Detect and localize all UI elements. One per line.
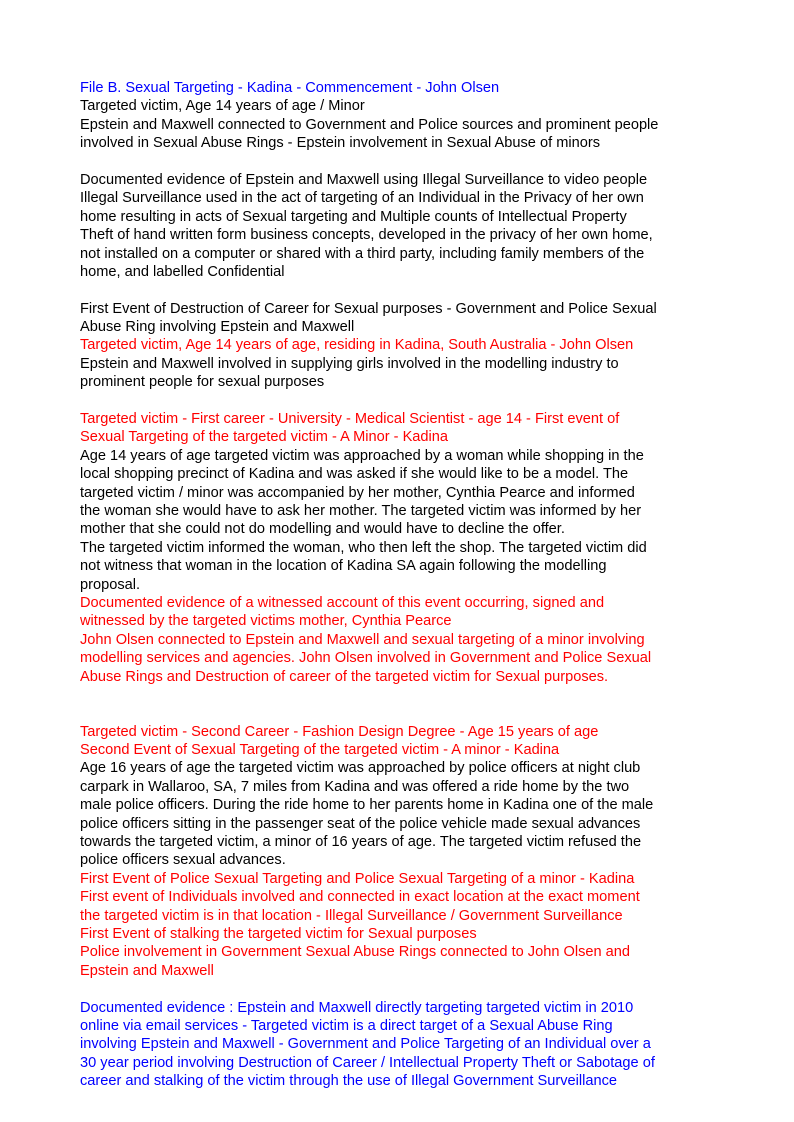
text-line: witnessed by the targeted victims mother, Cynthia Pearce [80, 613, 452, 630]
text-line: Targeted victim - First career - University - Medical Scientist - age 14 - First event of [80, 411, 620, 428]
text-line: First Event of stalking the targeted victim for Sexual purposes [80, 925, 477, 942]
paragraph-blue [80, 999, 720, 1091]
text-line: Age 16 years of age the targeted victim was approached by police officers at night club [80, 760, 641, 777]
text-line: Targeted victim, Age 14 years of age, residing in Kadina, South Australia - John Olsen [80, 337, 634, 354]
paragraph-spacer [80, 153, 720, 171]
text-line: mother that she could not do modelling and would have to decline the offer. [80, 521, 565, 538]
text-line: Abuse Ring involving Epstein and Maxwell [80, 319, 355, 336]
text-line: Epstein and Maxwell [80, 962, 214, 979]
paragraph-spacer [80, 281, 720, 299]
text-line: First Event of Police Sexual Targeting and Police Sexual Targeting of a minor - Kadina [80, 870, 635, 887]
text-line: Epstein and Maxwell involved in supplying girls involved in the modelling industry to [80, 355, 619, 372]
paragraph-black [80, 97, 720, 152]
text-line: not witness that woman in the location of Kadina SA again following the modelling [80, 558, 607, 575]
text-line: First event of Individuals involved and connected in exact location at the exact moment [80, 889, 640, 906]
text-line: carpark in Wallaroo, SA, 7 miles from Kadina and was offered a ride home by the two [80, 778, 630, 795]
text-line: male police officers. During the ride home to her parents home in Kadina one of the male [80, 797, 654, 814]
text-line: proposal. [80, 576, 141, 593]
text-line: Documented evidence : Epstein and Maxwell directly targeting targeted victim in 2010 [80, 999, 634, 1016]
text-line: police officers sitting in the passenger seat of the police vehicle made sexual advances [80, 815, 641, 832]
paragraph-spacer [80, 392, 720, 410]
text-line: The targeted victim informed the woman, who then left the shop. The targeted victim did [80, 539, 647, 556]
text-line: Targeted victim - Second Career - Fashion Design Degree - Age 15 years of age [80, 723, 599, 740]
text-line: modelling services and agencies. John Olsen involved in Government and Police Sexual [80, 650, 652, 667]
text-line: home resulting in acts of Sexual targeting and Multiple counts of Intellectual Property [80, 208, 627, 225]
text-line: Sexual Targeting of the targeted victim - A Minor - Kadina [80, 429, 449, 446]
document-page [80, 79, 720, 1091]
paragraph-black [80, 759, 720, 869]
paragraph-black [80, 171, 720, 281]
text-line: John Olsen connected to Epstein and Maxwell and sexual targeting of a minor involving [80, 631, 645, 648]
text-line: 30 year period involving Destruction of Career / Intellectual Property Theft or Sabotage of [80, 1054, 655, 1071]
text-line: Documented evidence of Epstein and Maxwell using Illegal Surveillance to video people [80, 171, 648, 188]
text-line: involved in Sexual Abuse Rings - Epstein involvement in Sexual Abuse of minors [80, 135, 600, 152]
text-line: Abuse Rings and Destruction of career of the targeted victim for Sexual purposes. [80, 668, 609, 685]
text-line: involving Epstein and Maxwell - Government and Police Targeting of an Individual over a [80, 1036, 651, 1053]
text-line: Theft of hand written form business concepts, developed in the privacy of her own home, [80, 227, 653, 244]
text-line: Targeted victim, Age 14 years of age / Minor [80, 98, 365, 115]
paragraph-red [80, 723, 720, 760]
text-line: career and stalking of the victim through the use of Illegal Government Surveillance [80, 1073, 618, 1090]
text-line: towards the targeted victim, a minor of 16 years of age. The targeted victim refused the [80, 834, 642, 851]
text-line: Epstein and Maxwell connected to Government and Police sources and prominent people [80, 116, 659, 133]
paragraph-spacer [80, 686, 720, 723]
text-line: the woman she would have to ask her mother. The targeted victim was informed by her [80, 502, 642, 519]
text-line: online via email services - Targeted victim is a direct target of a Sexual Abuse Ring [80, 1017, 613, 1034]
text-line: prominent people for sexual purposes [80, 374, 325, 391]
paragraph-black [80, 300, 720, 337]
paragraph-black [80, 355, 720, 392]
text-line: home, and labelled Confidential [80, 263, 285, 280]
paragraph-black [80, 447, 720, 594]
paragraph-red [80, 870, 720, 980]
text-line: the targeted victim is in that location - Illegal Surveillance / Government Surveillance [80, 907, 623, 924]
text-line: Illegal Surveillance used in the act of targeting of an Individual in the Privacy of her own [80, 190, 644, 207]
text-line: Age 14 years of age targeted victim was approached by a woman while shopping in the [80, 447, 644, 464]
paragraph-red [80, 336, 720, 354]
text-line: Documented evidence of a witnessed account of this event occurring, signed and [80, 594, 605, 611]
text-line: local shopping precinct of Kadina and was asked if she would like to be a model. The [80, 466, 629, 483]
paragraph-red [80, 594, 720, 686]
paragraph-red [80, 410, 720, 447]
paragraph-spacer [80, 980, 720, 998]
text-line: targeted victim / minor was accompanied by her mother, Cynthia Pearce and informed [80, 484, 635, 501]
text-line: First Event of Destruction of Career for Sexual purposes - Government and Police Sexual [80, 300, 657, 317]
text-line: Second Event of Sexual Targeting of the targeted victim - A minor - Kadina [80, 742, 560, 759]
text-line: police officers sexual advances. [80, 852, 286, 869]
text-line: File B. Sexual Targeting - Kadina - Commencement - John Olsen [80, 80, 500, 96]
text-line: not installed on a computer or shared with a third party, including family members of the [80, 245, 645, 262]
text-line: Police involvement in Government Sexual Abuse Rings connected to John Olsen and [80, 944, 631, 961]
paragraph-blue [80, 79, 720, 97]
